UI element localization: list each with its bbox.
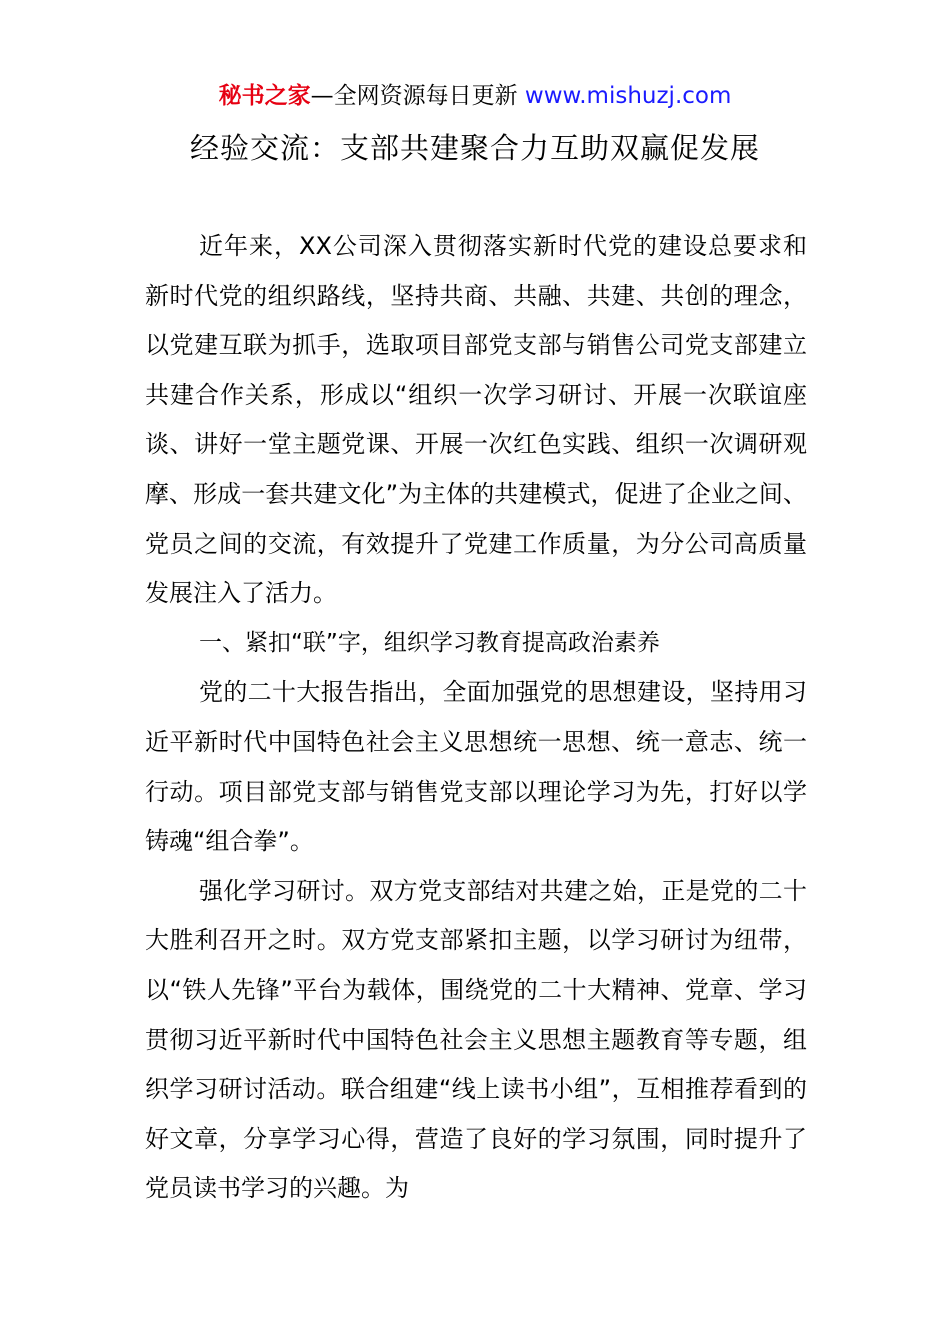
paragraph-section-1: 党的二十大报告指出，全面加强党的思想建设，坚持用习近平新时代中国特色社会主义思想统一思想、统一意志、统一行动。项目部党支部与销售党支部以理论学习为先，打好以学铸魂“组合拳”。 — [145, 678, 807, 856]
document-title: 经验交流：支部共建聚合力互助双赢促发展 — [189, 131, 760, 165]
site-tagline: 全网资源每日更新 — [333, 83, 518, 109]
document-body — [145, 222, 807, 1214]
site-url-link[interactable]: www.mishuzj.com — [524, 83, 732, 109]
paragraph-study-discussion: 强化学习研讨。双方党支部结对共建之始，正是党的二十大胜利召开之时。双方党支部紧扣主题，以学习研讨为纽带，以“铁人先锋”平台为载体，围绕党的二十大精神、党章、学习贯彻习近平新时代中国特色社会主义思想主题教育等专题，组织学习研讨活动。联合组建“线上读书小组”，互相推荐看到的好文章，分享学习心得，营造了良好的学习氛围，同时提升了党员读书学习的兴趣。为 — [145, 876, 807, 1203]
site-brand: 秘书之家 — [218, 83, 311, 109]
site-header — [0, 80, 950, 112]
header-dash: — — [310, 83, 334, 109]
paragraph-intro: 近年来，XX公司深入贯彻落实新时代党的建设总要求和新时代党的组织路线，坚持共商、共融、共建、共创的理念，以党建互联为抓手，选取项目部党支部与销售公司党支部建立共建合作关系，形成以“组织一次学习研讨、开展一次联谊座谈、讲好一堂主题党课、开展一次红色实践、组织一次调研观摩、形成一套共建文化”为主体的共建模式，促进了企业之间、党员之间的交流，有效提升了党建工作质量，为分公司高质量发展注入了活力。 — [145, 232, 807, 608]
section-heading-1: 一、紧扣“联”字，组织学习教育提高政治素养 — [199, 629, 660, 656]
